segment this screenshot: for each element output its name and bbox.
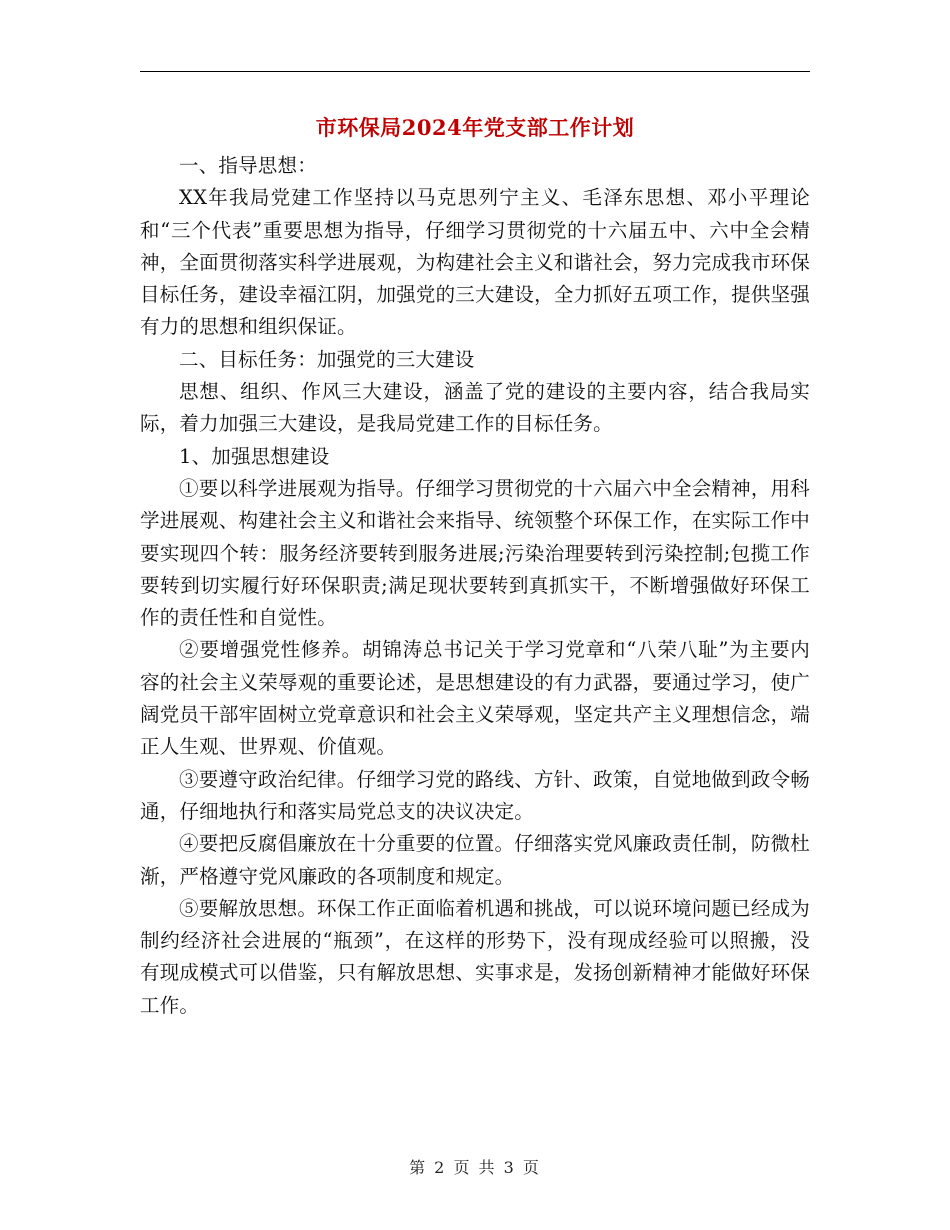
document-title: 市环保局2024年党支部工作计划: [315, 115, 635, 140]
list-item-4: ④要把反腐倡廉放在十分重要的位置。仔细落实党风廉政责任制，防微杜渐，严格遵守党风廉政的各项制度和规定。: [140, 832, 810, 888]
section-heading-goals: 二、目标任务：加强党的三大建设: [179, 347, 475, 371]
list-item-2: ②要增强党性修养。胡锦涛总书记关于学习党章和“八荣八耻”为主要内容的社会主义荣辱观的重要论述，是思想建设的有力武器，要通过学习，使广阔党员干部牢固树立党章意识和社会主义荣辱观，坚定共产主义理想信念，端正人生观、世界观、价值观。: [140, 638, 810, 759]
list-item-5: ⑤要解放思想。环保工作正面临着机遇和挑战，可以说环境问题已经成为制约经济社会进展的“瓶颈”，在这样的形势下，没有现成经验可以照搬，没有现成模式可以借鉴，只有解放思想、实事求是，发扬创新精神才能做好环保工作。: [140, 896, 810, 1017]
paragraph-guiding-ideology: XX年我局党建工作坚持以马克思列宁主义、毛泽东思想、邓小平理论和“三个代表”重要思想为指导，仔细学习贯彻党的十六届五中、六中全会精神，全面贯彻落实科学进展观，为构建社会主义和谐社会，努力完成我市环保目标任务，建设幸福江阴，加强党的三大建设，全力抓好五项工作，提供坚强有力的思想和组织保证。: [140, 186, 810, 339]
subsection-heading-ideological-building: 1、加强思想建设: [179, 444, 330, 468]
list-item-1: ①要以科学进展观为指导。仔细学习贯彻党的十六届六中全会精神，用科学进展观、构建社会主义和谐社会来指导、统领整个环保工作，在实际工作中要实现四个转：服务经济要转到服务进展;污染治理要转到污染控制;包揽工作要转到切实履行好环保职责;满足现状要转到真抓实干，不断增强做好环保工作的责任性和自觉性。: [140, 476, 810, 630]
document-body: [140, 150, 810, 1022]
page-number-footer: 第 2 页 共 3 页: [409, 1158, 541, 1177]
paragraph-goals: 思想、组织、作风三大建设，涵盖了党的建设的主要内容，结合我局实际，着力加强三大建设，是我局党建工作的目标任务。: [140, 380, 810, 436]
list-item-3: ③要遵守政治纪律。仔细学习党的路线、方针、政策，自觉地做到政令畅通，仔细地执行和落实局党总支的决议决定。: [140, 767, 810, 823]
section-heading-guiding-ideology: 一、指导思想：: [179, 154, 317, 177]
header-rule: [140, 71, 810, 72]
